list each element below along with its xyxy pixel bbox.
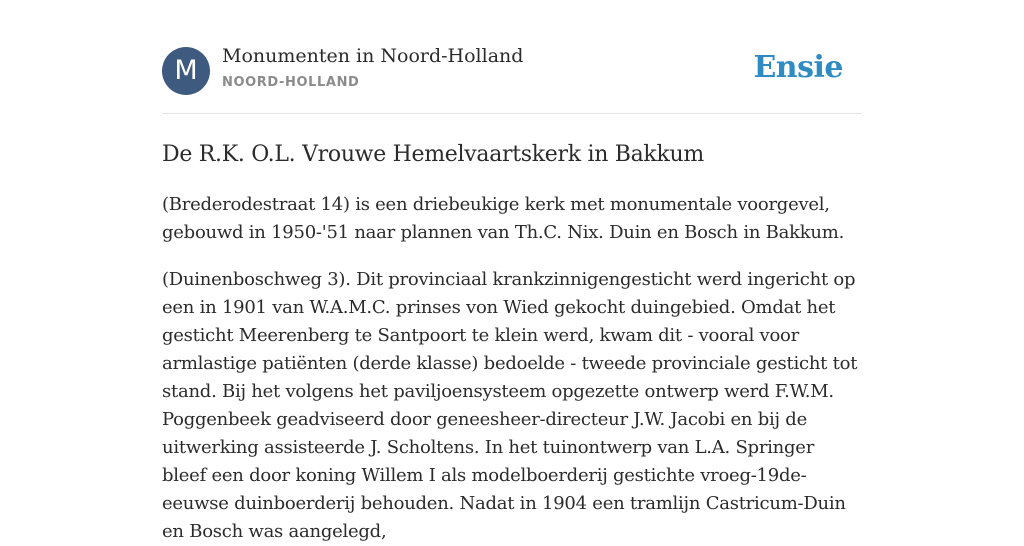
article-paragraph: (Brederodestraat 14) is een driebeukige kerk met monumentale voorgevel, gebouwd in 1950-'51 naar plannen van Th.C. Nix. Duin en Bosch in Bakkum. [162, 194, 845, 243]
collection-header [162, 0, 862, 114]
collection-subtitle: NOORD-HOLLAND [222, 75, 360, 90]
article-title: De R.K. O.L. Vrouwe Hemelvaartskerk in Bakkum [162, 142, 704, 167]
article-paragraph: (Duinenboschweg 3). Dit provinciaal krankzinnigengesticht werd ingericht op een in 1901 van W.A.M.C. prinses von Wied gekocht duingebied. Omdat het gesticht Meerenberg te Santpoort te klein werd, kwam dit - vooral voor armlastige patiënten (derde klasse) bedoelde - tweede provinciale gesticht tot stand. Bij het volgens het paviljoensysteem opgezette ontwerp werd F.W.M. Poggenbeek geadviseerd door geneesheer-directeur J.W. Jacobi en bij de uitwerking assisteerde J. Scholtens. In het tuinontwerp van L.A. Springer bleef een door koning Willem I als modelboerderij gestichte vroeg-19de-eeuwse duinboerderij behouden. Nadat in 1904 een tramlijn Castricum-Duin en Bosch was aangelegd, [162, 269, 858, 542]
ensie-logo[interactable]: Ensie [753, 50, 843, 85]
avatar[interactable]: M [162, 47, 210, 95]
page-container [162, 0, 862, 546]
collection-title-link[interactable]: Monumenten in Noord-Holland [222, 45, 524, 67]
